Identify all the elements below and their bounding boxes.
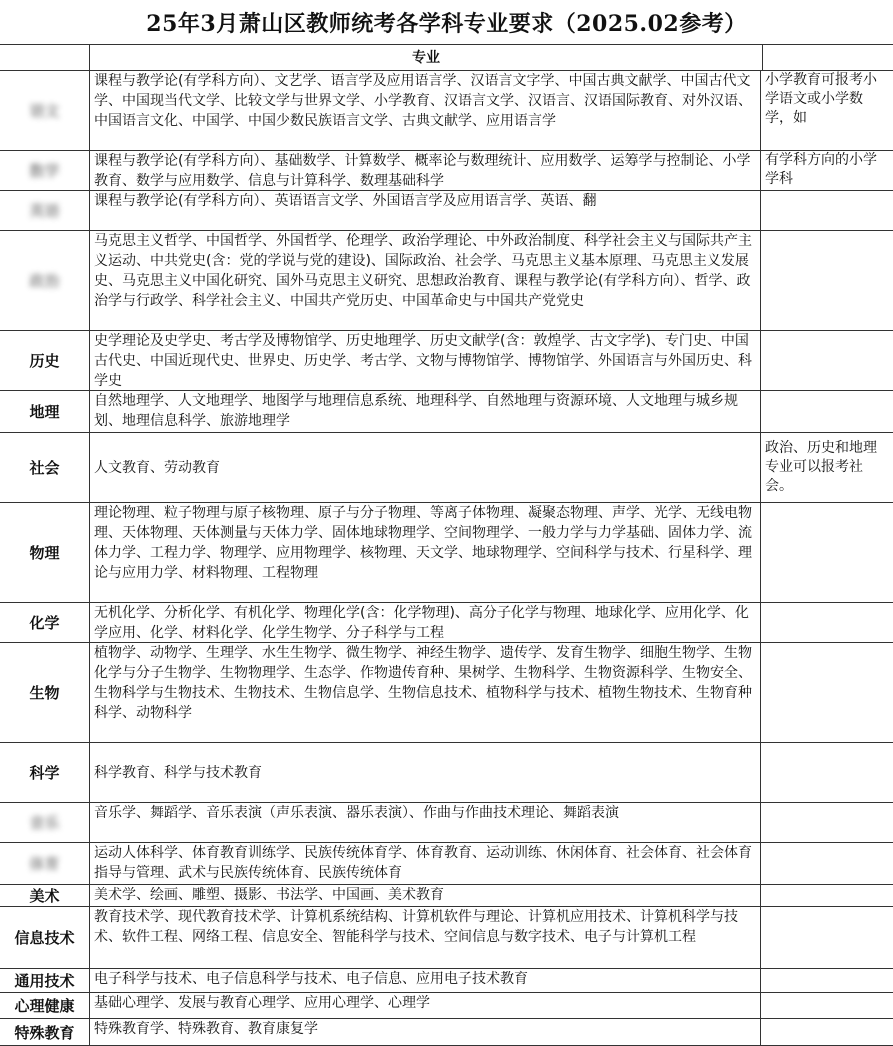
subject-cell: 科学 [29, 764, 60, 782]
note-cell [761, 331, 893, 390]
table-row [0, 802, 893, 842]
subject-cell: 美术 [29, 887, 60, 905]
note-cell [761, 907, 893, 968]
subject-cell: 心理健康 [14, 997, 75, 1015]
table-row [0, 906, 893, 968]
note-cell [761, 1019, 893, 1045]
major-cell: 课程与教学论(有学科方向）、英语语言文学、外国语言学及应用语言学、英语、翻 [89, 191, 761, 230]
major-cell: 理论物理、粒子物理与原子核物理、原子与分子物理、等离子体物理、凝聚态物理、声学、光学、无线电物理、天体物理、天体测量与天体力学、固体地球物理学、空间物理学、一般力学与力学基础、固体力学、流体力学、工程力学、物理学、应用物理学、核物理、天文学、地球物理学、空间科学与技术、行星科学、理论与应用力学、材料物理、工程物理 [89, 503, 761, 602]
major-cell: 运动人体科学、体育教育训练学、民族传统体育学、体育教育、运动训练、休闲体育、社会体育、社会体育指导与管理、武术与民族传统体育、民族传统体育 [89, 843, 761, 884]
header-major: 专业 [89, 44, 763, 70]
note-cell [761, 743, 893, 802]
note-cell [761, 603, 893, 642]
table-header [0, 44, 893, 70]
table-row [0, 230, 893, 330]
major-cell: 史学理论及史学史、考古学及博物馆学、历史地理学、历史文献学(含：敦煌学、古文字学)、专门史、中国古代史、中国近现代史、世界史、历史学、考古学、文物与博物馆学、博物馆学、外国语言与外国历史、科学史 [89, 331, 761, 390]
table-row [0, 502, 893, 602]
note-cell [761, 993, 893, 1018]
table-row [0, 190, 893, 230]
table-row [0, 432, 893, 502]
note-cell [761, 885, 893, 906]
subject-cell: 地理 [29, 403, 60, 421]
subject-cell: 信息技术 [14, 929, 75, 947]
note-cell [761, 843, 893, 884]
table-row [0, 642, 893, 742]
table-row [0, 602, 893, 642]
note-cell [761, 643, 893, 742]
table-row [0, 842, 893, 884]
major-cell: 特殊教育学、特殊教育、教育康复学 [89, 1019, 761, 1045]
table-row [0, 992, 893, 1018]
table-row [0, 70, 893, 150]
subject-cell: 通用技术 [14, 972, 75, 990]
major-cell: 人文教育、劳动教育 [89, 433, 761, 502]
major-cell: 音乐学、舞蹈学、音乐表演（声乐表演、器乐表演）、作曲与作曲技术理论、舞蹈表演 [89, 803, 761, 842]
table-row [0, 390, 893, 432]
note-cell: 有学科方向的小学学科 [765, 152, 877, 187]
major-cell: 美术学、绘画、雕塑、摄影、书法学、中国画、美术教育 [89, 885, 761, 906]
page-title: 25年3月萧山区教师统考各学科专业要求（2025.02参考） [146, 10, 747, 37]
table-row [0, 884, 893, 906]
note-cell: 小学教育可报考小学语文或小学数学，如 [765, 72, 877, 126]
major-cell: 科学教育、科学与技术教育 [89, 743, 761, 802]
major-cell: 电子科学与技术、电子信息科学与技术、电子信息、应用电子技术教育 [89, 969, 761, 992]
subject-cell: 英语 [29, 202, 60, 220]
table-row [0, 150, 893, 190]
table-row [0, 1018, 893, 1045]
subject-cell: 语文 [29, 102, 60, 120]
major-cell: 无机化学、分析化学、有机化学、物理化学(含：化学物理)、高分子化学与物理、地球化学、应用化学、化学应用、化学、材料化学、化学生物学、分子科学与工程 [89, 603, 761, 642]
subject-cell: 历史 [29, 352, 60, 370]
major-cell: 基础心理学、发展与教育心理学、应用心理学、心理学 [89, 993, 761, 1018]
table-row [0, 330, 893, 390]
major-cell: 自然地理学、人文地理学、地图学与地理信息系统、地理科学、自然地理与资源环境、人文地理与城乡规划、地理信息科学、旅游地理学 [89, 391, 761, 432]
subject-cell: 物理 [29, 544, 60, 562]
subject-cell: 音乐 [29, 814, 60, 832]
table-row [0, 742, 893, 802]
subject-cell: 数学 [29, 162, 60, 180]
note-cell [761, 803, 893, 842]
major-cell: 课程与教学论(有学科方向）、文艺学、语言学及应用语言学、汉语言文字学、中国古典文献学、中国古代文学、中国现当代文学、比较文学与世界文学、小学教育、汉语言文学、汉语言、汉语国际教育、对外汉语、中国语言文化、中国学、中国少数民族语言文学、古典文献学、应用语言学 [89, 71, 761, 150]
subject-cell: 政治 [29, 272, 60, 290]
table-row [0, 968, 893, 992]
major-cell: 课程与教学论(有学科方向）、基础数学、计算数学、概率论与数理统计、应用数学、运筹学与控制论、小学教育、数学与应用数学、信息与计算科学、数理基础科学 [89, 151, 761, 190]
subject-cell: 社会 [29, 459, 60, 477]
note-cell [761, 503, 893, 602]
note-cell [761, 391, 893, 432]
major-cell: 马克思主义哲学、中国哲学、外国哲学、伦理学、政治学理论、中外政治制度、科学社会主义与国际共产主义运动、中共党史(含：党的学说与党的建设)、国际政治、社会学、马克思主义基本原理、马克思主义发展史、马克思主义中国化研究、国外马克思主义研究、思想政治教育、课程与教学论(有学科方向）、哲学、政治学与行政学、科学社会主义、中国共产党历史、中国革命史与中国共产党党史 [89, 231, 761, 330]
note-cell [761, 969, 893, 992]
note-cell [761, 231, 893, 330]
major-cell: 植物学、动物学、生理学、水生生物学、微生物学、神经生物学、遗传学、发育生物学、细胞生物学、生物化学与分子生物学、生物物理学、生态学、作物遗传育种、果树学、生物科学、生物资源科学、生物安全、生物科学与生物技术、生物技术、生物信息学、生物信息技术、植物科学与技术、植物生物技术、生物育种科学、动物科学 [89, 643, 761, 742]
subject-cell: 特殊教育 [14, 1023, 75, 1042]
note-cell: 政治、历史和地理专业可以报考社会。 [765, 440, 877, 494]
subject-cell: 生物 [29, 684, 60, 702]
major-cell: 教育技术学、现代教育技术学、计算机系统结构、计算机软件与理论、计算机应用技术、计算机科学与技术、软件工程、网络工程、信息安全、智能科学与技术、空间信息与数字技术、电子与计算机工程 [89, 907, 761, 968]
subject-cell: 体育 [29, 855, 60, 873]
subject-cell: 化学 [29, 614, 60, 632]
note-cell [761, 191, 893, 230]
